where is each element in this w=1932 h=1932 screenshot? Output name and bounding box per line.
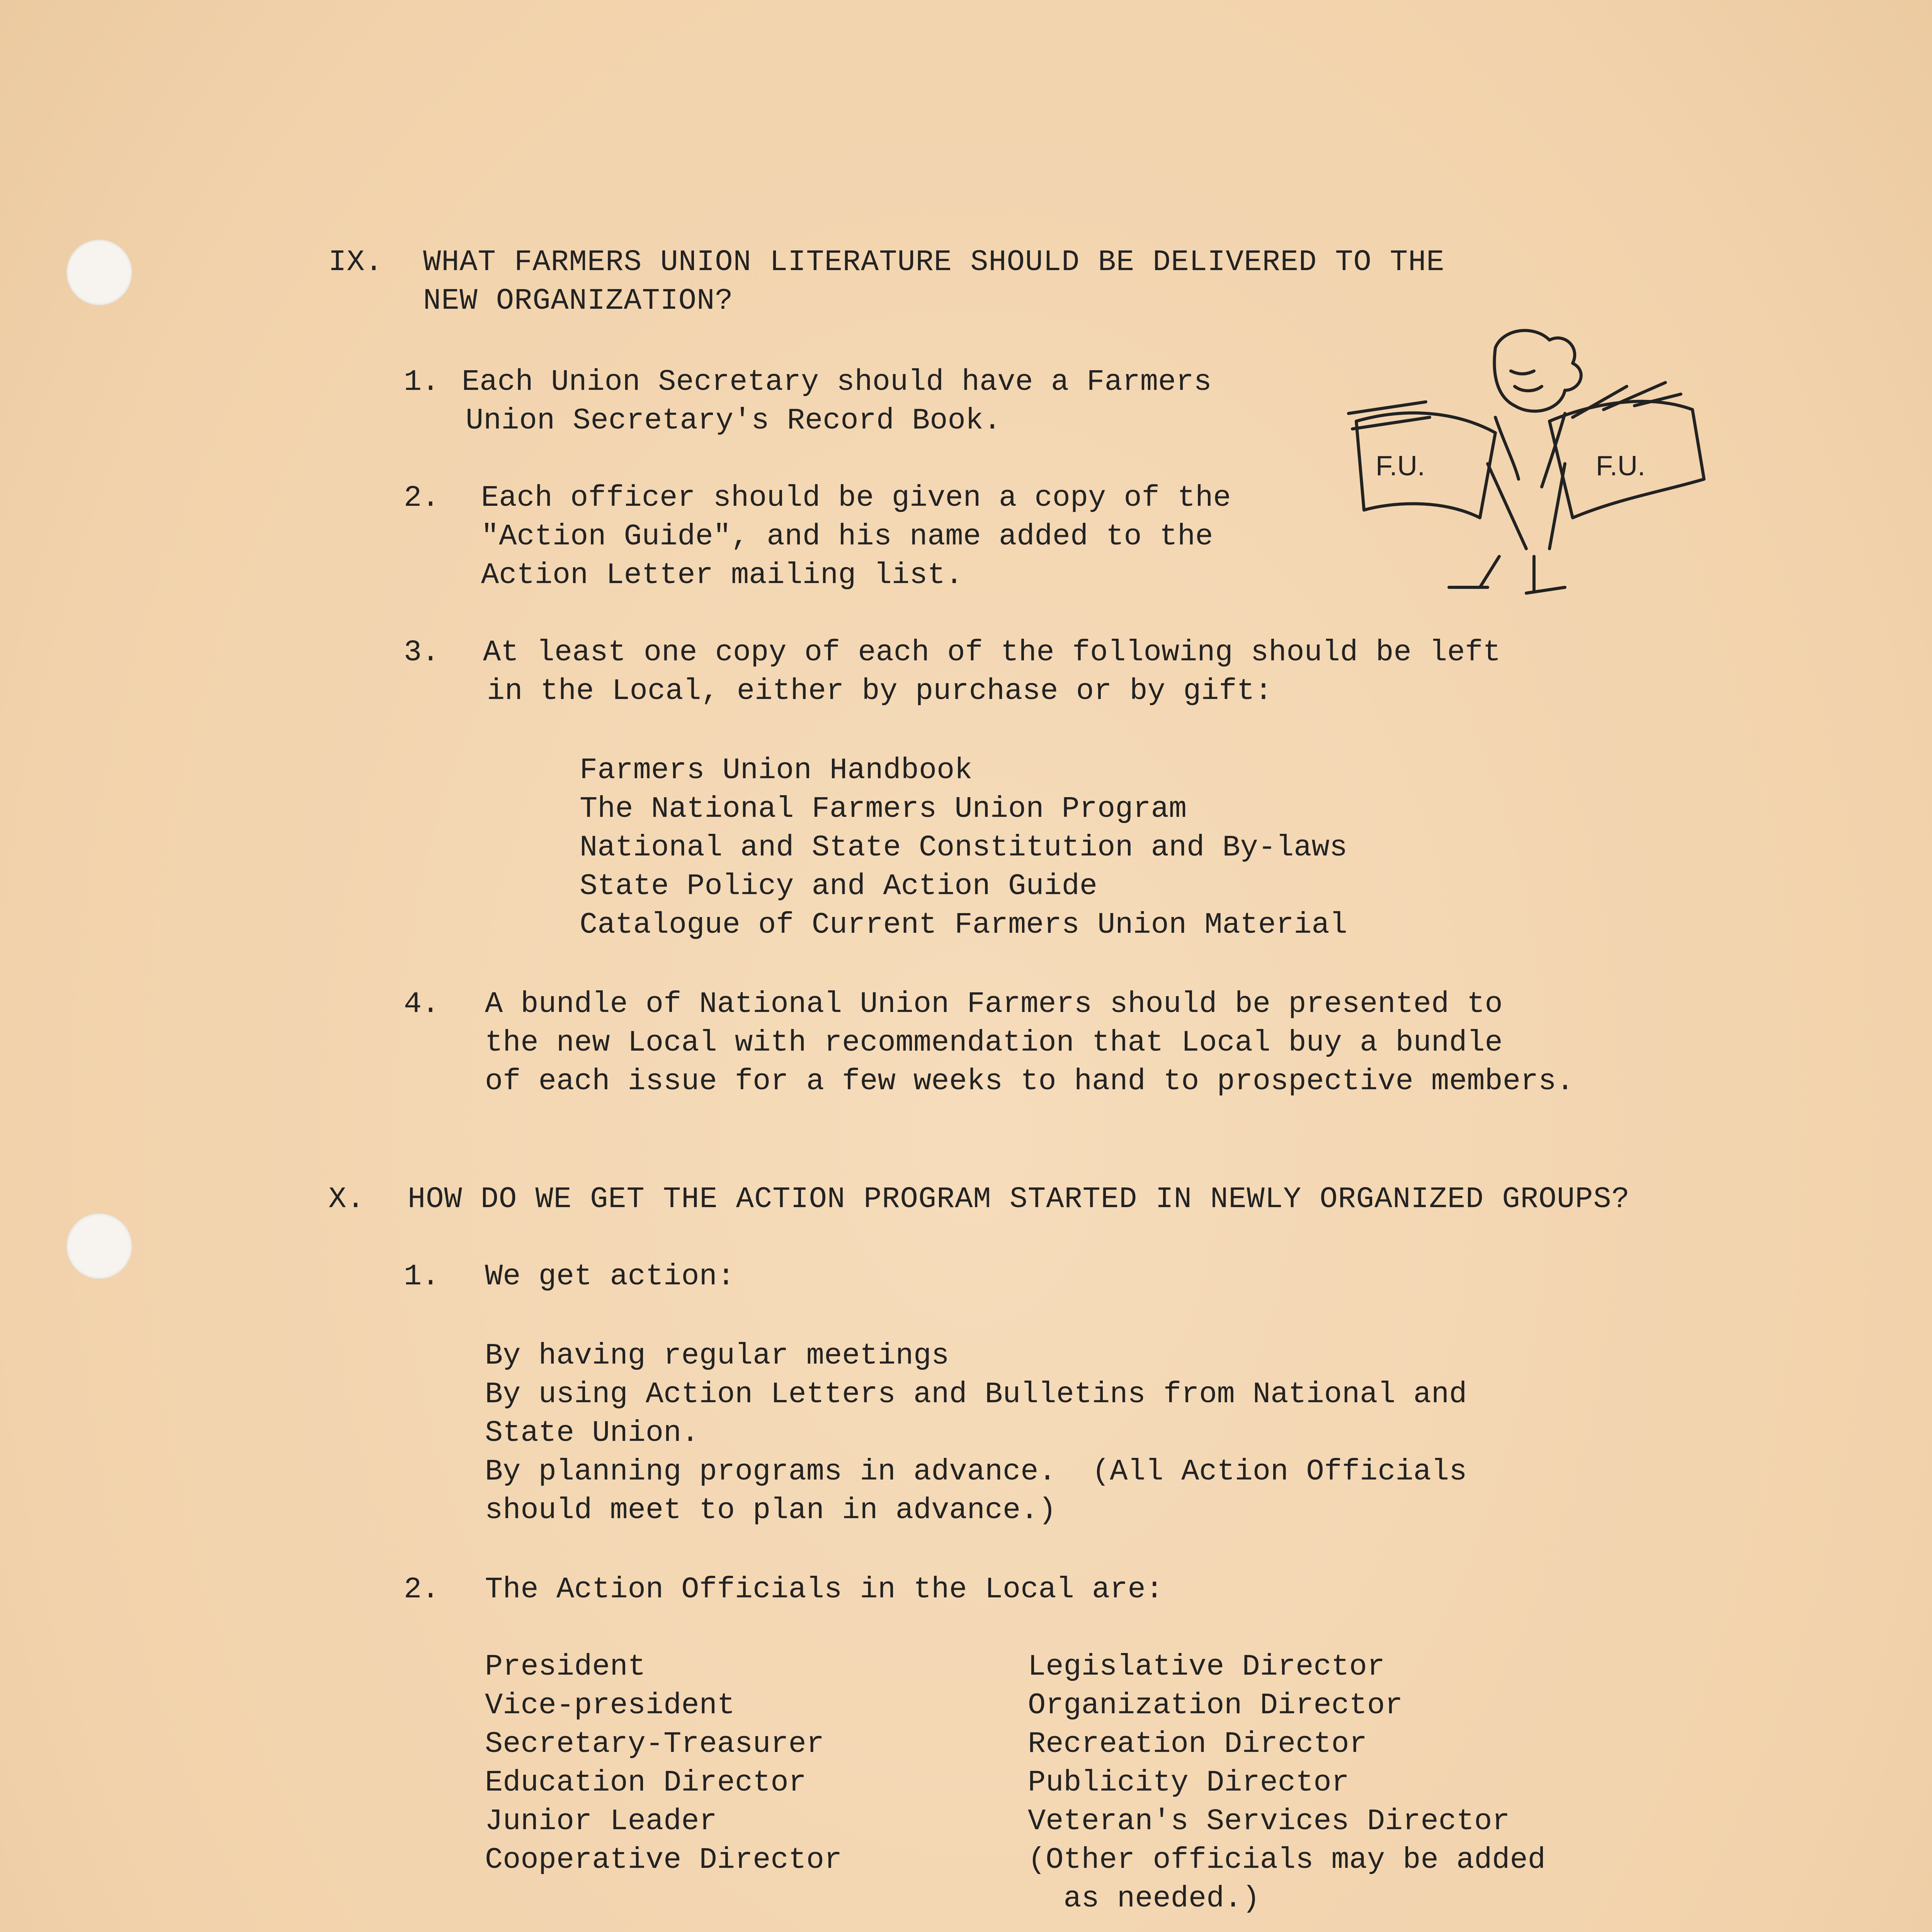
item-text-line: of each issue for a few weeks to hand to prospective members. — [485, 1065, 1574, 1099]
item-text-line: A bundle of National Union Farmers should be presented to — [485, 988, 1503, 1021]
item-text-line: By planning programs in advance. (All Action Officials — [485, 1455, 1467, 1489]
item-number: 2. — [404, 1573, 440, 1607]
official-title: Cooperative Director — [485, 1844, 842, 1877]
official-title: Recreation Director — [1028, 1728, 1367, 1761]
item-text-line: Each Union Secretary should have a Farmers — [462, 366, 1212, 399]
section-x-title: HOW DO WE GET THE ACTION PROGRAM STARTED IN NEWLY ORGANIZED GROUPS? — [408, 1183, 1630, 1216]
item-text-line: Each officer should be given a copy of the — [481, 481, 1231, 515]
item-text-line: Union Secretary's Record Book. — [466, 404, 1002, 438]
publication-item: Farmers Union Handbook — [580, 754, 973, 787]
section-ix-numeral: IX. — [328, 246, 383, 279]
item-text-line: the new Local with recommendation that Local buy a bundle — [485, 1026, 1503, 1060]
official-title: Publicity Director — [1028, 1766, 1349, 1800]
item-number: 1. — [404, 1260, 440, 1294]
official-title: President — [485, 1650, 646, 1684]
item-number: 4. — [404, 988, 440, 1021]
item-text-line: should meet to plan in advance.) — [485, 1494, 1056, 1527]
item-text-line: By using Action Letters and Bulletins from National and — [485, 1378, 1467, 1412]
item-intro: The Action Officials in the Local are: — [485, 1573, 1163, 1607]
item-number: 3. — [404, 636, 440, 670]
section-ix-title-line1: WHAT FARMERS UNION LITERATURE SHOULD BE DELIVERED TO THE — [423, 246, 1445, 279]
official-title: Veteran's Services Director — [1028, 1805, 1510, 1838]
binder-hole-top — [66, 240, 132, 305]
item-text-line: By having regular meetings — [485, 1339, 949, 1373]
official-title: Education Director — [485, 1766, 806, 1800]
official-title: Legislative Director — [1028, 1650, 1385, 1684]
publication-item: State Policy and Action Guide — [580, 870, 1098, 903]
section-x-numeral: X. — [328, 1183, 365, 1216]
item-text-line: "Action Guide", and his name added to the — [481, 520, 1213, 554]
publication-item: Catalogue of Current Farmers Union Material — [580, 908, 1347, 942]
official-title: Organization Director — [1028, 1689, 1403, 1723]
publication-item: National and State Constitution and By-laws — [580, 831, 1347, 865]
official-title: as needed.) — [1028, 1882, 1260, 1916]
official-title: Junior Leader — [485, 1805, 717, 1838]
official-title: Vice-president — [485, 1689, 735, 1723]
item-text-line: in the Local, either by purchase or by gift: — [487, 675, 1273, 708]
section-ix-title-line2: NEW ORGANIZATION? — [423, 284, 733, 318]
item-text-line: Action Letter mailing list. — [481, 559, 963, 592]
item-text-line: At least one copy of each of the following should be left — [483, 636, 1501, 670]
item-number: 1. — [404, 366, 440, 399]
publication-item: The National Farmers Union Program — [580, 793, 1187, 826]
item-text-line: State Union. — [485, 1417, 699, 1450]
item-intro: We get action: — [485, 1260, 735, 1294]
bundle-label-right: F.U. — [1596, 451, 1646, 481]
farmer-carrying-literature-illustration — [1333, 317, 1712, 595]
binder-hole-middle — [66, 1213, 132, 1279]
official-title: Secretary-Treasurer — [485, 1728, 824, 1761]
item-number: 2. — [404, 481, 440, 515]
official-title: (Other officials may be added — [1028, 1844, 1546, 1877]
bundle-label-left: F.U. — [1376, 451, 1425, 481]
